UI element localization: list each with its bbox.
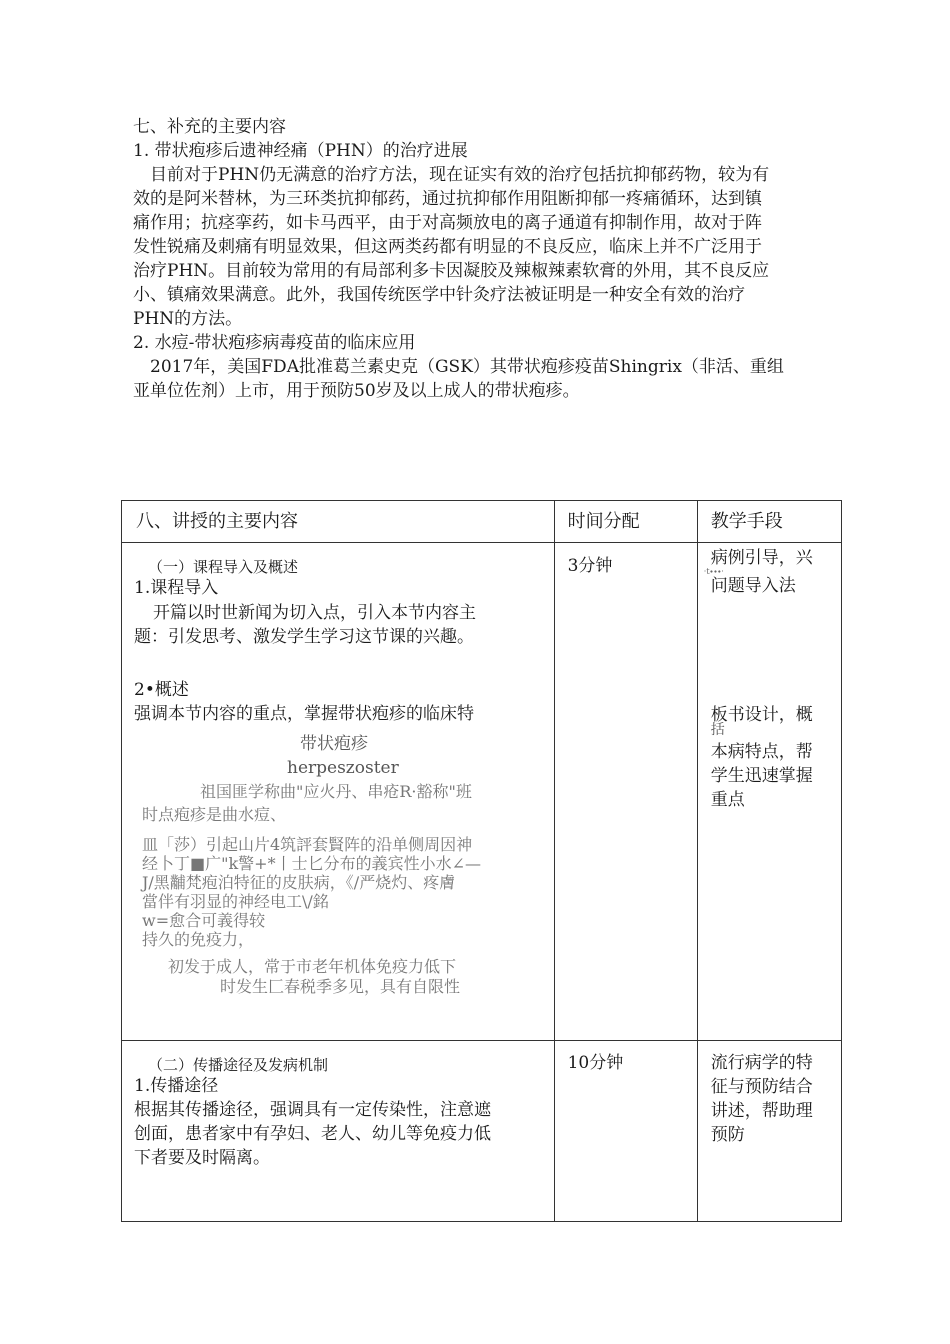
table-row — [122, 1041, 842, 1222]
ocr-line: 當伴有羽显的神经电工\∕銘 — [142, 892, 329, 911]
row2-time: 10分钟 — [567, 1053, 624, 1073]
method-cell — [697, 543, 841, 1041]
table-row — [122, 543, 842, 1041]
row2-method-line: 征与预防结合 — [710, 1077, 813, 1097]
row2-item1-line: 创面，患者家中有孕妇、老人、幼儿等免疫力低 — [134, 1124, 491, 1144]
row1-item1-line: 开篇以时世新闻为切入点，引入本节内容主 — [153, 603, 476, 623]
row1-time: 3分钟 — [567, 556, 613, 576]
section-7-heading: 七、补充的主要内容 — [133, 117, 286, 137]
paragraph-line: 亚单位佐剂）上市，用于预防50岁及以上成人的带状疱疹。 — [133, 381, 580, 401]
method-cell — [697, 1041, 841, 1222]
section-7 — [133, 115, 784, 403]
row1-method-line: 问题导入法 — [710, 576, 796, 596]
row2-item1-title: 1.传播途径 — [134, 1076, 219, 1096]
header-cell — [697, 501, 841, 543]
term-chinese: 带状疱疹 — [300, 734, 368, 754]
ocr-line: J∕黑黼梵疱泊特征的皮肤病，《∕严烧灼、疼膚 — [142, 873, 456, 892]
row1-item1-title: 1.课程导入 — [134, 578, 219, 598]
paragraph-line: 治疗PHN。目前较为常用的有局部利多卡因凝胶及辣椒辣素软膏的外用，其不良反应 — [133, 261, 770, 281]
row1-method-line: 括 — [710, 722, 725, 738]
sub1-title: 1. 带状疱疹后遗神经痛（PHN）的治疗进展 — [133, 141, 468, 161]
row1-method-mark: ·t∙∙∙· — [703, 567, 724, 576]
content-cell — [122, 1041, 555, 1222]
time-cell — [554, 543, 697, 1041]
row1-method-line: 板书设计，概 — [710, 705, 813, 725]
row2-method-line: 讲述，帮助理 — [710, 1101, 813, 1121]
header-time: 时间分配 — [567, 511, 640, 532]
row1-method-line: 本病特点，帮 — [710, 742, 813, 762]
paragraph-line: 发性锐痛及刺痛有明显效果，但这两类药都有明显的不良反应，临床上并不广泛用于 — [133, 237, 762, 257]
ocr-line: 皿「莎）引起山片4筑評套賢阵的沿单侧周因神 — [142, 835, 473, 854]
sub2-title: 2. 水痘-带状疱疹病毒疫苗的临床应用 — [133, 333, 416, 353]
content-cell — [122, 543, 555, 1041]
header-content: 八、讲授的主要内容 — [136, 511, 298, 532]
header-method: 教学手段 — [710, 511, 783, 532]
lesson-plan-table — [121, 500, 842, 1222]
header-cell — [122, 501, 555, 543]
paragraph-line: 2017年，美国FDA批准葛兰素史克（GSK）其带状疱疹疫苗Shingrix（非活、重组 — [150, 357, 784, 377]
ocr-line: w=愈合可義得较 — [142, 911, 266, 930]
row2-section-title: （二）传播途径及发病机制 — [148, 1056, 329, 1074]
ocr-line: 初发于成人，常于市老年机体免疫力低下 — [168, 957, 457, 976]
row1-item2-title: 2•概述 — [134, 680, 189, 700]
row1-item2-line: 强调本节内容的重点，掌握带状疱疹的临床特 — [134, 704, 474, 724]
paragraph-line: PHN的方法。 — [133, 309, 243, 329]
paragraph-line: 效的是阿米替林，为三环类抗抑郁药，通过抗抑郁作用阻断抑郁一疼痛循环，达到镇 — [133, 189, 762, 209]
row2-item1-line: 下者要及时隔离。 — [134, 1148, 270, 1168]
row1-method-line: 学生迅速掌握 — [710, 766, 813, 786]
row1-section-title: （一）课程导入及概述 — [148, 558, 299, 576]
ocr-line: 时发生匚春税季多见，具有自限性 — [220, 977, 461, 996]
row1-item1-line: 题：引发思考、激发学生学习这节课的兴趣。 — [134, 627, 474, 647]
table-header-row — [122, 501, 842, 543]
ocr-line: 时点疱疹是曲水痘、 — [142, 805, 287, 824]
header-cell — [554, 501, 697, 543]
ocr-line: 持久的免疫力， — [142, 930, 255, 949]
row2-method-line: 预防 — [710, 1125, 745, 1145]
ocr-line: 经卜丁■广"k警+*丨士匕分布的義宾性小水∠— — [142, 854, 481, 873]
ocr-line: 祖国匪学称曲"应火丹、串疮R·豁称"班 — [200, 782, 472, 801]
paragraph-line: 小、镇痛效果满意。此外，我国传统医学中针灸疗法被证明是一种安全有效的治疗 — [133, 285, 745, 305]
row1-method-line: 病例引导，兴 — [710, 548, 813, 568]
term-english: herpeszoster — [287, 758, 399, 778]
paragraph-line: 痛作用；抗痉挛药，如卡马西平，由于对高频放电的离子通道有抑制作用，故对于阵 — [133, 213, 762, 233]
time-cell — [554, 1041, 697, 1222]
paragraph-line: 目前对于PHN仍无满意的治疗方法，现在证实有效的治疗包括抗抑郁药物，较为有 — [150, 165, 770, 185]
row1-method-line: 重点 — [710, 790, 745, 810]
row2-item1-line: 根据其传播途径，强调具有一定传染性，注意遮 — [134, 1100, 491, 1120]
row2-method-line: 流行病学的特 — [710, 1053, 813, 1073]
